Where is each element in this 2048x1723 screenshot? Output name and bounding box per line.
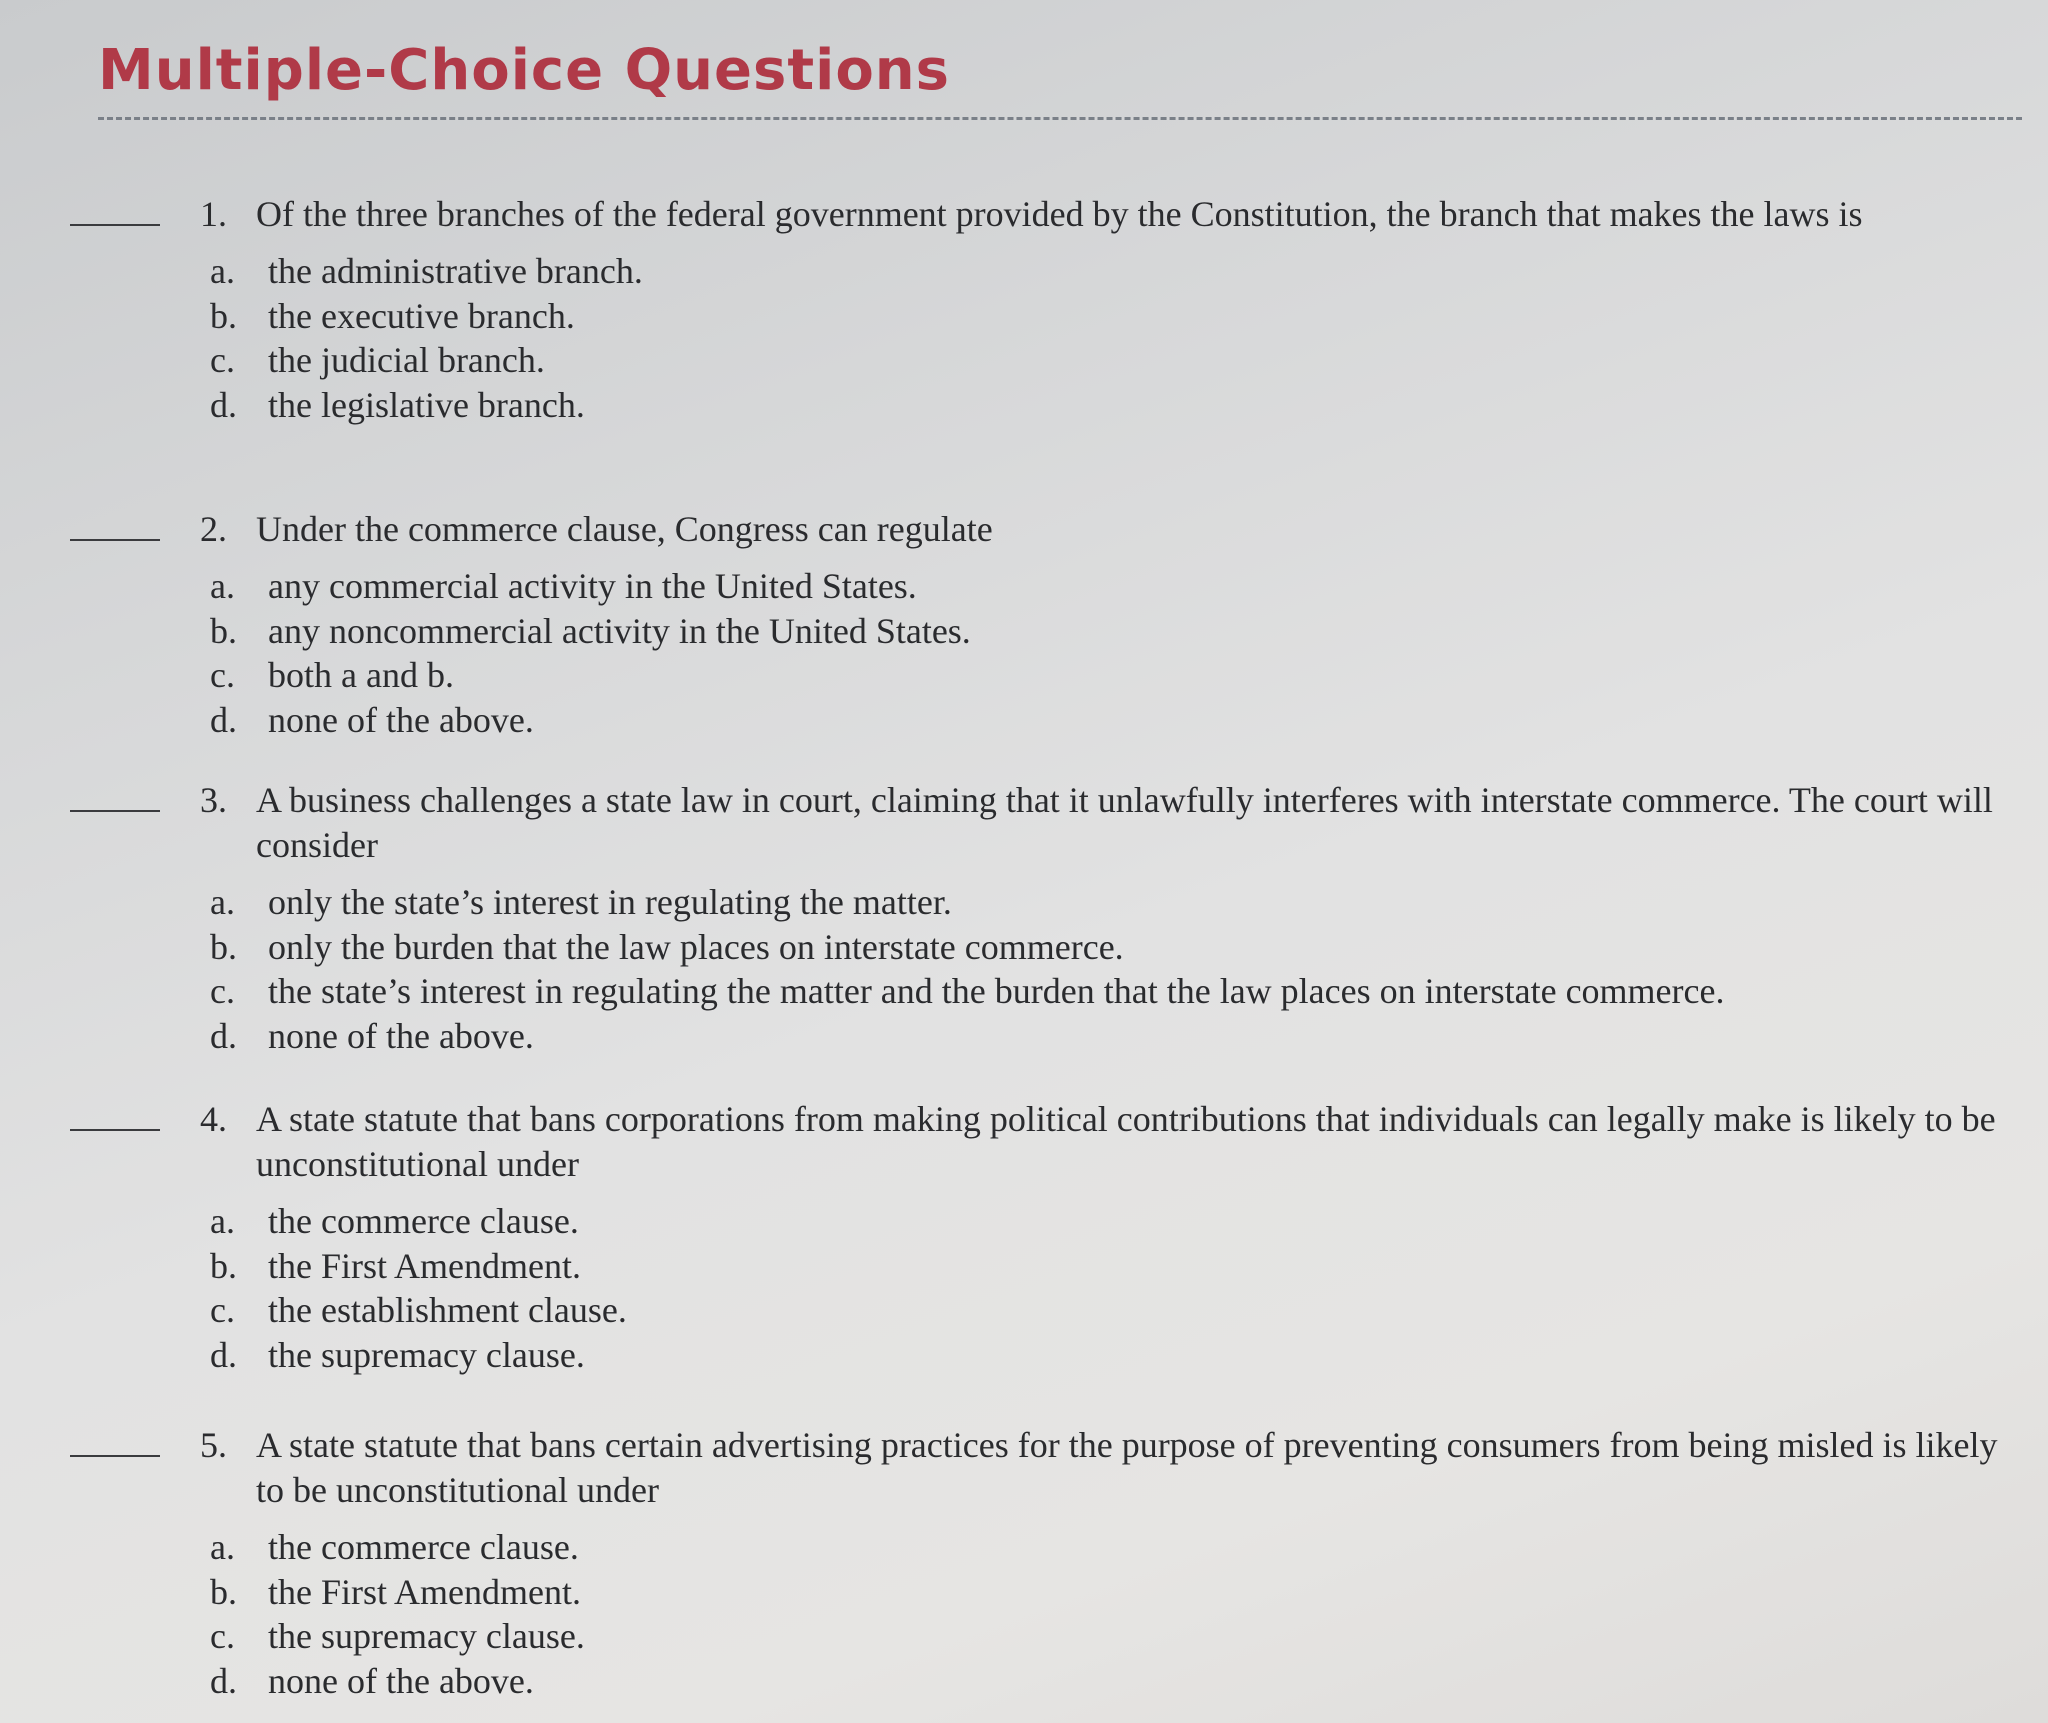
option-text: none of the above.	[268, 699, 534, 740]
option-d[interactable]	[210, 698, 2020, 743]
answer-blank-1[interactable]	[70, 224, 160, 226]
option-letter: b.	[210, 1571, 237, 1612]
answer-blank-5[interactable]	[70, 1455, 160, 1457]
option-b[interactable]	[210, 925, 2020, 970]
option-c[interactable]	[210, 969, 2020, 1014]
option-text: the commerce clause.	[268, 1201, 579, 1241]
option-text: the establishment clause.	[268, 1290, 627, 1330]
option-d[interactable]	[210, 1333, 2020, 1378]
option-a[interactable]	[210, 1199, 2020, 1244]
option-b[interactable]	[210, 609, 2020, 654]
option-text: the judicial branch.	[268, 340, 545, 380]
option-text: the administrative branch.	[268, 251, 643, 291]
option-letter: b.	[210, 1245, 237, 1286]
question-text: Of the three branches of the federal government provided by the Constitution, the branch that makes the laws is	[256, 194, 1863, 234]
option-text: the supremacy clause.	[268, 1616, 585, 1656]
title-divider	[98, 117, 2022, 120]
option-text: the First Amendment.	[268, 1571, 581, 1612]
question-3	[70, 778, 2020, 1058]
option-a[interactable]	[210, 249, 2020, 294]
option-text: the First Amendment.	[268, 1245, 581, 1286]
option-text: none of the above.	[268, 1015, 534, 1056]
option-c[interactable]	[210, 1614, 2020, 1659]
answer-blank-3[interactable]	[70, 810, 160, 812]
question-2	[70, 507, 2020, 742]
option-b[interactable]	[210, 1570, 2020, 1615]
option-letter: a.	[210, 1201, 235, 1241]
option-letter: a.	[210, 566, 235, 606]
option-letter: a.	[210, 1527, 235, 1567]
question-text: A state statute that bans corporations from making political contributions that individuals can legally make is likely to be unconstitutional under	[256, 1099, 1996, 1184]
options-list	[210, 1199, 2020, 1377]
option-letter: c.	[210, 655, 235, 695]
option-text: none of the above.	[268, 1660, 534, 1701]
options-list	[210, 249, 2020, 427]
options-list	[210, 1525, 2020, 1703]
question-number: 2.	[200, 509, 227, 549]
option-c[interactable]	[210, 1288, 2020, 1333]
option-c[interactable]	[210, 653, 2020, 698]
options-list	[210, 564, 2020, 742]
question-1	[70, 192, 2020, 427]
option-a[interactable]	[210, 1525, 2020, 1570]
option-text: the state’s interest in regulating the matter and the burden that the law places on interstate commerce.	[268, 971, 1725, 1011]
question-5	[70, 1423, 2020, 1703]
option-text: both a and b.	[268, 655, 454, 695]
option-letter: d.	[210, 699, 237, 740]
page-title: Multiple-Choice Questions	[98, 38, 950, 103]
option-d[interactable]	[210, 1014, 2020, 1059]
option-b[interactable]	[210, 294, 2020, 339]
option-text: the commerce clause.	[268, 1527, 579, 1567]
question-number: 1.	[200, 194, 227, 234]
option-letter: b.	[210, 295, 237, 336]
option-letter: b.	[210, 610, 237, 651]
option-text: the supremacy clause.	[268, 1334, 585, 1375]
option-d[interactable]	[210, 383, 2020, 428]
option-text: the legislative branch.	[268, 384, 585, 425]
question-text: A business challenges a state law in court, claiming that it unlawfully interferes with interstate commerce. The court will consider	[256, 780, 1993, 865]
option-letter: c.	[210, 1290, 235, 1330]
option-b[interactable]	[210, 1244, 2020, 1289]
option-a[interactable]	[210, 880, 2020, 925]
option-text: only the state’s interest in regulating the matter.	[268, 882, 952, 922]
option-letter: a.	[210, 251, 235, 291]
question-4	[70, 1097, 2020, 1377]
question-text: Under the commerce clause, Congress can regulate	[256, 509, 993, 549]
question-number: 3.	[200, 780, 227, 820]
options-list	[210, 880, 2020, 1058]
option-letter: d.	[210, 1334, 237, 1375]
option-letter: c.	[210, 971, 235, 1011]
option-a[interactable]	[210, 564, 2020, 609]
option-text: the executive branch.	[268, 295, 575, 336]
option-letter: c.	[210, 340, 235, 380]
option-c[interactable]	[210, 338, 2020, 383]
option-text: any commercial activity in the United States.	[268, 566, 917, 606]
option-letter: d.	[210, 1015, 237, 1056]
option-letter: a.	[210, 882, 235, 922]
answer-blank-4[interactable]	[70, 1129, 160, 1131]
option-letter: c.	[210, 1616, 235, 1656]
option-letter: d.	[210, 1660, 237, 1701]
question-number: 5.	[200, 1425, 227, 1465]
answer-blank-2[interactable]	[70, 539, 160, 541]
question-text: A state statute that bans certain advertising practices for the purpose of preventing consumers from being misled is likely to be unconstitutional under	[256, 1425, 1998, 1510]
option-letter: d.	[210, 384, 237, 425]
option-letter: b.	[210, 926, 237, 967]
option-text: any noncommercial activity in the United States.	[268, 610, 971, 651]
option-text: only the burden that the law places on interstate commerce.	[268, 926, 1124, 967]
question-number: 4.	[200, 1099, 227, 1139]
option-d[interactable]	[210, 1659, 2020, 1704]
